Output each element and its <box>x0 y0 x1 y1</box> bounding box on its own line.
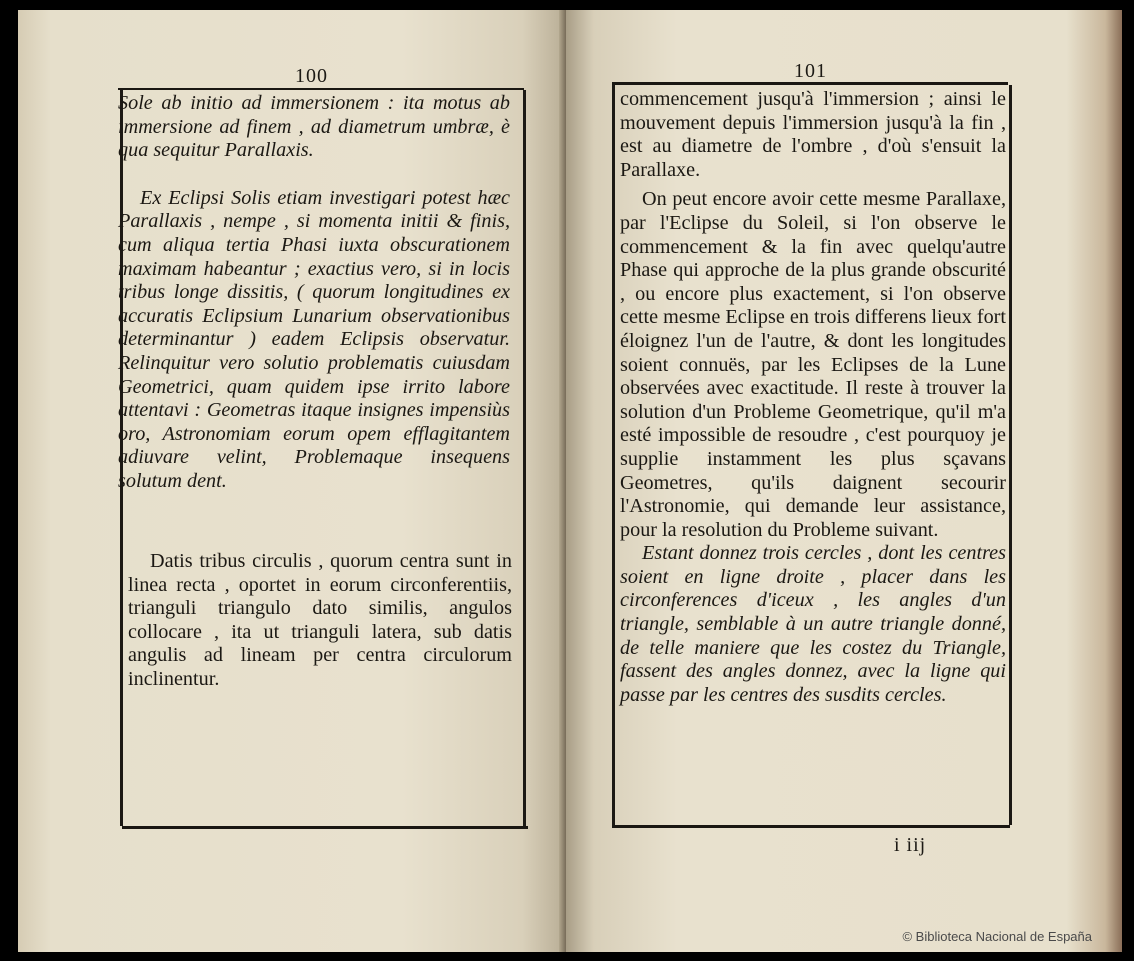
left-bottom-rule <box>122 826 528 829</box>
right-bottom-rule <box>612 825 1010 828</box>
left-text-column <box>118 92 510 494</box>
left-intro-paragraph: Sole ab initio ad immersionem : ita motus ab immersione ad finem , ad diametrum umbræ, è qua sequitur Parallaxis. <box>118 92 510 162</box>
signature-mark: i iij <box>894 834 927 856</box>
left-problem-paragraph: Datis tribus circulis , quorum centra sunt in linea recta , oportet in eorum circonferentiis, trianguli triangulo dato similis, angulos collocare , ita ut trianguli latera, sub datis angulis ad lineam per centra circulorum inclinentur. <box>128 550 512 690</box>
left-problem-column <box>128 550 512 692</box>
copyright-notice: © Biblioteca Nacional de España <box>902 929 1092 944</box>
right-problem-paragraph: Estant donnez trois cercles , dont les centres soient en ligne droite , placer dans les circonferences d'iceux , les angles d'un triangle, semblable à un autre triangle donné, de telle maniere que les costez du Triangle, fassent des angles donnez, avec la ligne qui passe par les centres des susdits cercles. <box>620 542 1006 706</box>
left-page <box>18 10 566 952</box>
right-intro-paragraph: commencement jusqu'à l'immersion ; ainsi le mouvement depuis l'immersion jusqu'à la fin , est au diametre de l'ombre , d'où s'ensuit la Parallaxe. <box>620 88 1006 181</box>
right-text-column <box>620 88 1006 707</box>
left-latin-paragraph: Ex Eclipsi Solis etiam investigari potest hæc Parallaxis , nempe , si momenta initii & finis, cum aliqua tertia Phasi iuxta obscurationem maximam habeantur ; exactius vero, si in locis tribus longe dissitis, ( quorum longitudines ex accuratis Eclipsium Lunarium observationibus determinantur ) eadem Eclipsis observatur. Relinquitur vero solutio problematis cuiusdam Geometrici, quam quidem ipse irrito labore attentavi : Geometras itaque insignes impensiùs oro, Astronomiam eorum opem efflagitantem adiuvare velint, Problemaque insequens solutum dent. <box>118 186 510 492</box>
open-book <box>18 10 1122 952</box>
right-page-number: 101 <box>794 60 827 82</box>
right-french-paragraph: On peut encore avoir cette mesme Parallaxe, par l'Eclipse du Soleil, si l'on observe le commencement & la fin avec quelqu'autre Phase qui approche de la plus grande obscurité , ou encore plus exactement, si l'on observe cette mesme Eclipse en trois differens lieux fort éloignez l'un de l'autre, & dont les longitudes soient connuës, par les Eclipses de la Lune observées avec exactitude. Il reste à trouver la solution d'un Probleme Geometrique, qu'il m'a esté impossible de resoudre , c'est pourquoy je supplie instamment les plus sçavans Geometres, qu'ils daignent secourir l'Astronomie, qui demande leur assistance, pour la resolution du Probleme suivant. <box>620 188 1006 541</box>
right-page <box>566 10 1122 952</box>
left-page-number: 100 <box>295 65 328 87</box>
